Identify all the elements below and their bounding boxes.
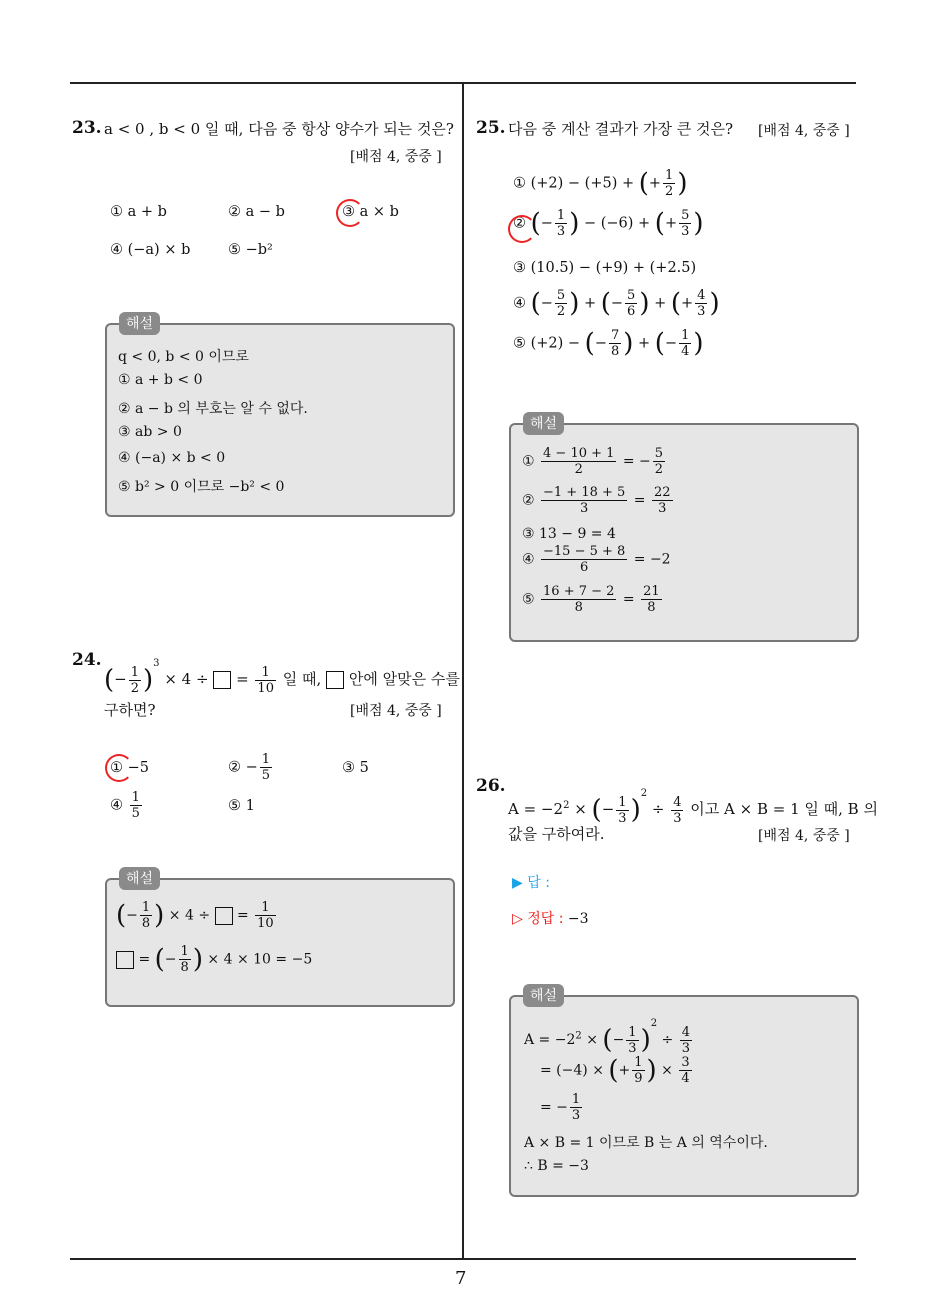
blank-box-icon	[215, 907, 233, 925]
q24-solution-line: = (− $\frac{1}{8}$ ) × 4 × 10 = −5	[116, 944, 312, 975]
q26-correct-label: ▷ 정답 :	[512, 911, 564, 927]
page-number: 7	[455, 1268, 467, 1289]
q26-correct-row	[512, 908, 589, 928]
q23-number: 23.	[72, 118, 102, 138]
q23-solution-line: ⑤ b² > 0 이므로 −b² < 0	[118, 479, 285, 495]
q24-choice-1[interactable]: ① −5	[110, 760, 149, 776]
q26-number: 26.	[476, 776, 506, 796]
q26-solution-line: = − $\frac{1}{3}$	[540, 1092, 581, 1123]
blank-box-icon	[326, 671, 344, 689]
q24-solution-line: (− $\frac{1}{8}$ ) × 4 ÷ = $\frac{1}{10}$	[116, 900, 274, 931]
q23-text: a < 0 , b < 0 일 때, 다음 중 항상 양수가 되는 것은?	[104, 120, 454, 138]
q24-solution-tag: 해설	[119, 867, 160, 890]
q25-answer-mark	[508, 215, 536, 243]
q25-choice-2[interactable]: ② (− $\frac{1}{3}$ ) − (−6) + (+ $\frac{5}{3}$ )	[513, 208, 704, 239]
q23-answer-mark	[336, 199, 364, 227]
q23-solution-line: ④ (−a) × b < 0	[118, 450, 226, 466]
q25-solution-line: ⑤ $\frac{16 + 7 - 2}{8}$ = $\frac{21}{8}$	[522, 584, 660, 615]
q26-meta: [배점 4, 중중 ]	[758, 828, 850, 844]
q25-solution-line: ③ 13 − 9 = 4	[522, 526, 616, 542]
q26-solution-line: = (−4) × (+ $\frac{1}{9}$ ) × $\frac{3}{4}$	[540, 1055, 690, 1086]
q25-solution-line: ④ $\frac{-15 - 5 + 8}{6}$ = −2	[522, 544, 671, 575]
q24-meta: [배점 4, 중중 ]	[350, 703, 442, 719]
q25-number: 25.	[476, 118, 506, 138]
q24-solution-box	[105, 878, 455, 1007]
q24-choice-5[interactable]: ⑤ 1	[228, 798, 255, 814]
q25-choice-5[interactable]: ⑤ (+2) − (− $\frac{7}{8}$ ) + (− $\frac{1}{4}$ )	[513, 328, 704, 359]
q24-choice-4[interactable]: ④ $\frac{1}{5}$	[110, 790, 140, 821]
q23-choice-5[interactable]: ⑤ −b²	[228, 242, 273, 258]
q23-solution-tag: 해설	[119, 312, 160, 335]
blank-box-icon	[213, 671, 231, 689]
q23-choice-1[interactable]: ① a + b	[110, 204, 167, 220]
q24-text-suffix2: 안에 알맞은 수를	[348, 670, 460, 688]
q23-solution-line: q < 0, b < 0 이므로	[118, 349, 249, 365]
q26-text-line2: 값을 구하여라.	[508, 825, 605, 843]
q24-expression: (− $\frac{1}{2}$ )$^3$ × 4 ÷ = $\frac{1}{10}$ 일 때, 안에 알맞은 수를	[104, 658, 460, 696]
q24-text-line2: 구하면?	[104, 701, 156, 719]
q26-solution-line: ∴ B = −3	[524, 1158, 589, 1174]
q26-answer-field[interactable]	[580, 870, 780, 890]
q25-meta: [배점 4, 중중 ]	[758, 123, 850, 139]
q25-choice-3[interactable]: ③ (10.5) − (+9) + (+2.5)	[513, 260, 697, 276]
q25-text: 다음 중 계산 결과가 가장 큰 것은?	[508, 120, 734, 138]
q26-text: $A = -2^2$ × (− $\frac{1}{3}$ )$^2$ ÷ $\frac{4}{3}$ 이고 A × B = 1 일 때, B 의	[508, 788, 878, 826]
q26-solution-line: $A = -2^2$ × (− $\frac{1}{3}$ )$^2$ ÷ $\frac{4}{3}$	[524, 1018, 691, 1056]
q24-choice-3[interactable]: ③ 5	[342, 760, 369, 776]
q24-number: 24.	[72, 650, 102, 670]
q24-choice-2[interactable]: ② − $\frac{1}{5}$	[228, 752, 271, 783]
q25-solution-line: ② $\frac{-1 + 18 + 5}{3}$ = $\frac{22}{3}$	[522, 485, 671, 516]
q23-choice-4[interactable]: ④ (−a) × b	[110, 242, 191, 258]
q23-solution-line: ③ ab > 0	[118, 424, 182, 440]
q26-correct-value: −3	[567, 911, 589, 927]
q25-solution-tag: 해설	[523, 412, 564, 435]
q26-solution-line: A × B = 1 이므로 B 는 A 의 역수이다.	[524, 1135, 768, 1151]
q26-text-mid: 이고 A × B = 1 일 때, B 의	[690, 800, 878, 818]
q25-choice-1[interactable]: ① (+2) − (+5) + (+ $\frac{1}{2}$ )	[513, 168, 688, 199]
q25-choice-4[interactable]: ④ (− $\frac{5}{2}$ ) + (− $\frac{5}{6}$ ) + (+ $\frac{4}{3}$ )	[513, 288, 720, 319]
column-divider	[462, 83, 464, 1259]
q23-solution-line: ② a − b 의 부호는 알 수 없다.	[118, 401, 308, 417]
q23-choice-2[interactable]: ② a − b	[228, 204, 285, 220]
q23-solution-line: ① a + b < 0	[118, 372, 203, 388]
q24-answer-mark	[105, 754, 133, 782]
blank-box-icon	[116, 951, 134, 969]
q26-solution-tag: 해설	[523, 984, 564, 1007]
q24-text-suffix: 일 때,	[282, 670, 322, 688]
q26-answer-label: ▶ 답 :	[512, 875, 550, 891]
q25-solution-line: ① $\frac{4 - 10 + 1}{2}$ = − $\frac{5}{2}$	[522, 446, 664, 477]
q23-meta: [배점 4, 중중 ]	[350, 149, 442, 165]
q23-choice-3[interactable]: ③ a × b	[342, 204, 399, 220]
